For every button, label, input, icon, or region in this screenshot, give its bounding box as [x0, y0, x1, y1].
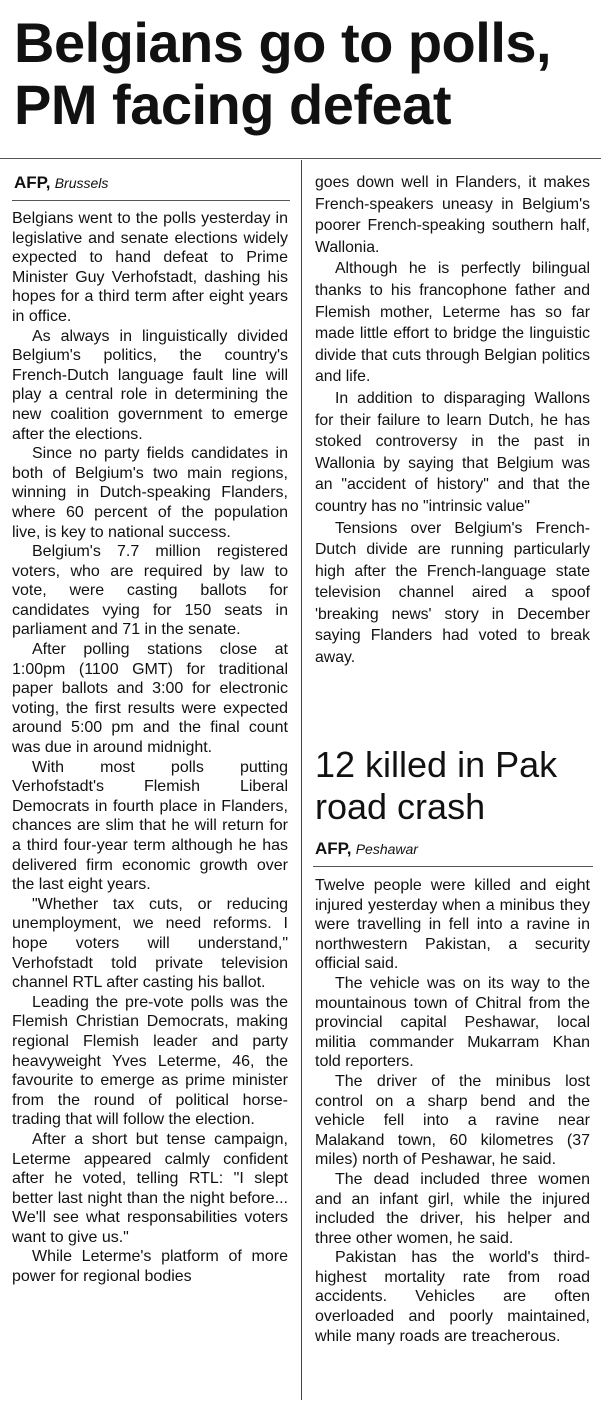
headline-pakistan: 12 killed in Pak road crash — [315, 744, 558, 827]
headline-rule — [0, 158, 601, 159]
article-paragraph: Belgium's 7.7 million registered voters, who are required by law to vote, were casting ballots for candidates vying for 150 seats in parliament and 71 in the senate. — [12, 543, 288, 639]
article-paragraph: The dead included three women and an infant girl, while the injured included the driver, his helper and three other women, he said. — [315, 1170, 590, 1247]
article-paragraph: While Leterme's platform of more power for regional bodies — [12, 1248, 288, 1286]
byline-rule-pakistan — [313, 866, 593, 867]
article-paragraph: After a short but tense campaign, Leterme appeared calmly confident after he voted, telling RTL: "I slept better last night than the night before... We'll see what responsabilities voters want to give us." — [12, 1130, 288, 1246]
article-paragraph: Although he is perfectly bilingual thanks to his francophone father and Flemish mother, Leterme has so far made little effort to bridge the linguistic divide that cuts through Belgian politics and life. — [315, 260, 590, 386]
byline-belgium — [14, 174, 108, 193]
byline-pakistan — [315, 840, 418, 859]
column-divider — [301, 160, 302, 1400]
article-paragraph: Belgians went to the polls yesterday in legislative and senate elections widely expected to hand defeat to Prime Minister Guy Verhofstadt, dashing his hopes for a third term after eight years in office. — [12, 210, 288, 325]
article-paragraph: Leading the pre-vote polls was the Flemish Christian Democrats, making regional Flemish leader and party heavyweight Yves Leterme, 46, the favourite to emerge as prime minister from the round of political horse-trading that will follow the election. — [12, 993, 288, 1129]
article-paragraph: As always in linguistically divided Belgium's politics, the country's French-Dutch language fault line will play a central role in determining the new coalition government to emerge after the elections. — [12, 327, 288, 443]
article-pakistan-column — [315, 876, 590, 1346]
agency-label: AFP, — [315, 839, 352, 858]
article-belgium-column-2 — [315, 172, 590, 669]
article-paragraph: In addition to disparaging Wallons for their failure to learn Dutch, he has stoked controversy in the past in Wallonia by saying that Belgium was an "accident of history" and that the country has no "intrinsic value" — [315, 389, 590, 515]
dateline-label: Brussels — [54, 175, 109, 191]
article-paragraph: The vehicle was on its way to the mountainous town of Chitral from the provincial capital Peshawar, local militia commander Mukarram Khan told reporters. — [315, 974, 590, 1071]
article-paragraph: Tensions over Belgium's French-Dutch divide are running particularly high after the French-language state television channel aired a spoof 'breaking news' story in December saying Flanders had voted to break away. — [315, 519, 590, 667]
article-paragraph: With most polls putting Verhofstadt's Flemish Liberal Democrats in fourth place in Flanders, chances are slim that he will return for a third four-year term although he has delivered firm economic growth over the last eight years. — [12, 758, 288, 894]
article-belgium-column-1 — [12, 209, 288, 1287]
article-paragraph: After polling stations close at 1:00pm (1100 GMT) for traditional paper ballots and 3:00 for electronic voting, the first results were expected around 5:00 pm and the final count was due in around midnight. — [12, 641, 288, 757]
article-paragraph: The driver of the minibus lost control on a sharp bend and the vehicle fell into a ravine near Malakand town, 60 kilometres (37 miles) north of Peshawar, he said. — [315, 1072, 590, 1169]
dateline-label: Peshawar — [355, 841, 418, 857]
article-paragraph: Twelve people were killed and eight injured yesterday when a minibus they were travelling in fell into a ravine in northwestern Pakistan, a security official said. — [315, 877, 590, 973]
agency-label: AFP, — [14, 173, 51, 192]
article-paragraph: "Whether tax cuts, or reducing unemployment, we need reforms. I hope voters will understand," Verhofstadt told private television channel RTL after casting his ballot. — [12, 895, 288, 992]
byline-rule-belgium — [12, 200, 290, 201]
article-paragraph: Since no party fields candidates in both of Belgium's two main regions, winning in Dutch-speaking Flanders, where 60 percent of the population live, is key to national success. — [12, 445, 288, 541]
headline-belgium: Belgians go to polls, PM facing defeat — [14, 11, 552, 136]
article-paragraph: Pakistan has the world's third-highest mortality rate from road accidents. Vehicles are often overloaded and poorly maintained, while many roads are treacherous. — [315, 1249, 590, 1345]
article-paragraph: goes down well in Flanders, it makes French-speakers uneasy in Belgium's poorer French-speaking southern half, Wallonia. — [315, 174, 590, 256]
